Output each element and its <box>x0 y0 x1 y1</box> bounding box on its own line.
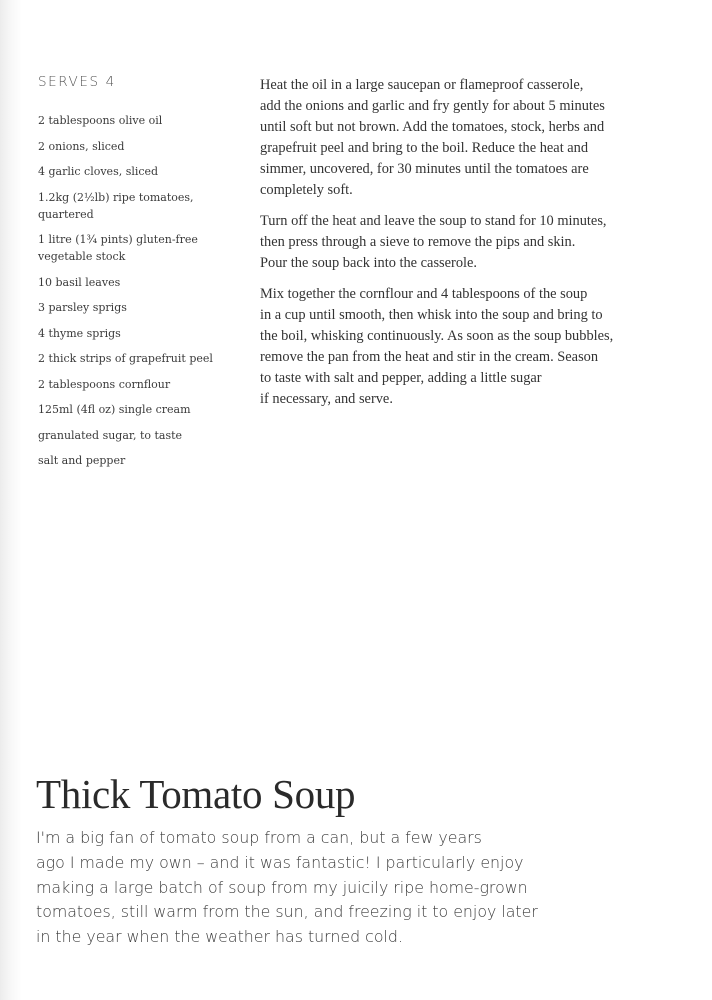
method-step-3 <box>260 284 712 410</box>
method-step-2 <box>260 211 712 274</box>
ingredient-item: 125ml (4fl oz) single cream <box>38 403 191 416</box>
method-line: remove the pan from the heat and stir in the cream. Season <box>260 349 599 365</box>
ingredient-item: 1.2kg (2½lb) ripe tomatoes, quartered <box>38 190 194 221</box>
method-line: to taste with salt and pepper, adding a little sugar <box>260 370 542 386</box>
method-line: the boil, whisking continuously. As soon as the soup bubbles, <box>260 328 614 344</box>
method-line: Mix together the cornflour and 4 tablespoons of the soup <box>260 286 588 302</box>
method-section <box>260 75 712 420</box>
ingredient-item: 2 thick strips of grapefruit peel <box>38 352 213 365</box>
intro-line: ago I made my own – and it was fantastic! I particularly enjoy <box>36 852 524 872</box>
method-line: Heat the oil in a large saucepan or flameproof casserole, <box>260 77 584 93</box>
method-line: in a cup until smooth, then whisk into the soup and bring to <box>260 307 603 323</box>
method-line: grapefruit peel and bring to the boil. Reduce the heat and <box>260 140 589 156</box>
intro-line: I'm a big fan of tomato soup from a can, but a few years <box>36 828 482 847</box>
method-line: then press through a sieve to remove the pips and skin. <box>260 234 576 250</box>
serves-label: SERVES 4 <box>38 74 116 90</box>
method-line: completely soft. <box>260 182 353 198</box>
ingredient-item: 4 thyme sprigs <box>38 326 121 340</box>
method-line: Pour the soup back into the casserole. <box>260 255 478 271</box>
intro-line: tomatoes, still warm from the sun, and freezing it to enjoy later <box>36 902 538 922</box>
ingredients-list <box>38 112 253 478</box>
method-line: add the onions and garlic and fry gently for about 5 minutes <box>260 98 605 114</box>
intro-line: making a large batch of soup from my juicily ripe home-grown <box>36 877 528 897</box>
ingredient-item: 2 onions, sliced <box>38 139 125 153</box>
ingredient-item: 1 litre (1¾ pints) gluten-free vegetable stock <box>38 233 198 263</box>
method-line: Turn off the heat and leave the soup to stand for 10 minutes, <box>260 213 607 229</box>
recipe-intro <box>36 826 596 950</box>
method-step-1 <box>260 75 712 201</box>
ingredient-item: 10 basil leaves <box>38 275 121 289</box>
ingredient-item: 2 tablespoons cornflour <box>38 377 171 391</box>
ingredient-item: granulated sugar, to taste <box>38 428 183 442</box>
recipe-title: Thick Tomato Soup <box>36 771 356 817</box>
method-line: simmer, uncovered, for 30 minutes until the tomatoes are <box>260 161 589 177</box>
ingredient-item: 2 tablespoons olive oil <box>38 114 163 127</box>
ingredient-item: salt and pepper <box>38 454 126 467</box>
method-line: if necessary, and serve. <box>260 391 393 407</box>
method-line: until soft but not brown. Add the tomatoes, stock, herbs and <box>260 119 605 135</box>
intro-line: in the year when the weather has turned cold. <box>36 927 403 947</box>
ingredient-item: 4 garlic cloves, sliced <box>38 165 159 178</box>
ingredient-item: 3 parsley sprigs <box>38 301 127 314</box>
